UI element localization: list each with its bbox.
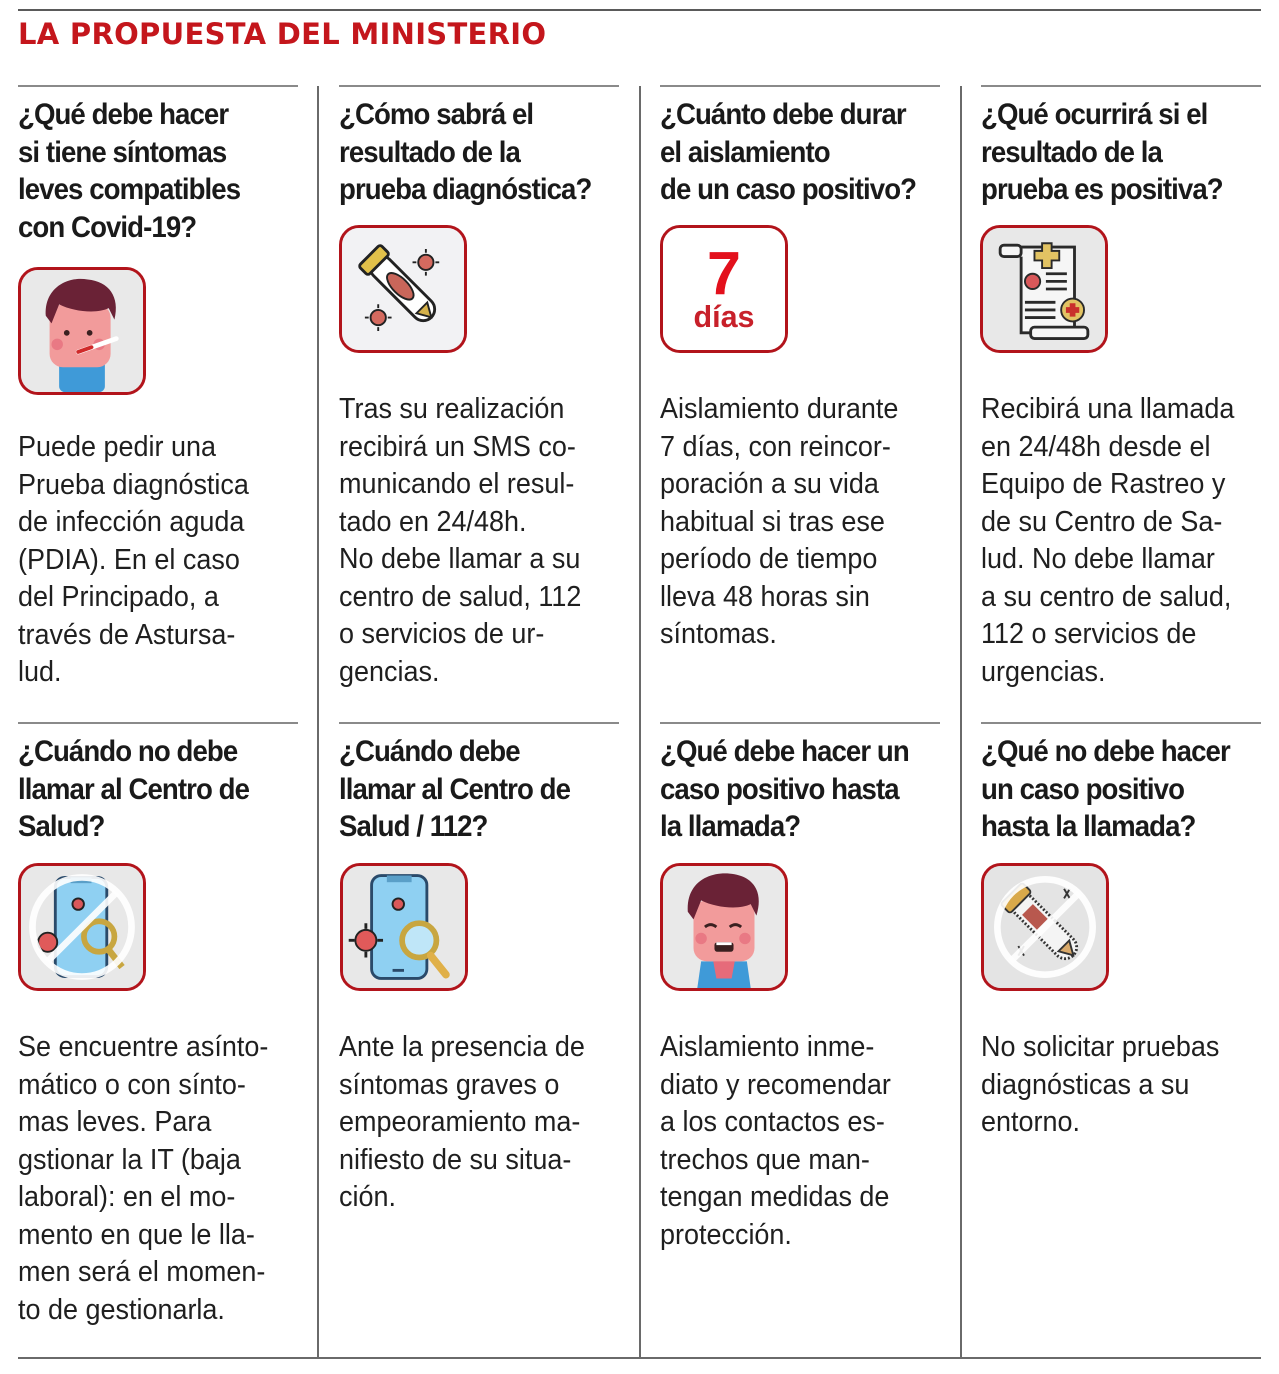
card-rule [339,85,619,87]
card-rule [660,722,940,724]
answer-text: Ante la presencia de síntomas graves o empeoramiento ma- nifiesto de su situa- ción. [339,1031,585,1213]
page-title: LA PROPUESTA DEL MINISTERIO [18,17,547,51]
question: ¿Qué ocurrirá si el resultado de la prueba es positiva? [981,98,1223,206]
answer-text: No solicitar pruebas diagnósticas a su entorno. [981,1031,1220,1138]
question: ¿Qué no debe hacer un caso positivo hasta la llamada? [981,735,1230,843]
faq-card-positive-result [981,85,1261,209]
question: ¿Cuándo no debe llamar al Centro de Salud? [18,735,250,843]
question: ¿Cuándo debe llamar al Centro de Salud / 112? [339,735,571,843]
svg-text:7: 7 [707,239,741,308]
card-rule [981,722,1261,724]
faq-card-positive-avoid [981,722,1261,846]
phone-search-virus-icon [340,863,468,991]
question: ¿Qué debe hacer si tiene síntomas leves compatibles con Covid-19? [18,98,241,244]
card-rule [18,722,298,724]
answer-text: Tras su realización recibirá un SMS co- municando el resul- tado en 24/48h. No debe llamar a su centro de salud, 112 o servicios de ur- gencias. [339,393,582,688]
answer-text: Aislamiento inme- diato y recomendar a los contactos es- trechos que man- tengan medidas de protección. [660,1031,891,1251]
card-rule [660,85,940,87]
column-divider [317,86,319,1359]
faq-card-isolation-duration [660,85,940,209]
svg-text:días: días [693,300,755,335]
sick-person-with-thermometer-icon [18,267,146,395]
question: ¿Cuánto debe durar el aislamiento de un caso positivo? [660,98,917,206]
column-divider [639,86,641,1359]
faq-card-when-call [339,722,619,846]
question: ¿Cómo sabrá el resultado de la prueba diagnóstica? [339,98,592,206]
test-tube-virus-icon [339,225,467,353]
coughing-person-icon [660,863,788,991]
column-divider [960,86,962,1359]
faq-card-positive-before-call [660,722,940,846]
top-rule [18,9,1261,11]
seven-days-icon [660,225,788,353]
question: ¿Qué debe hacer un caso positivo hasta la llamada? [660,735,909,843]
faq-card-when-not-call [18,722,298,846]
no-test-tube-icon [981,863,1109,991]
answer-text: Aislamiento durante 7 días, con reincor- poración a su vida habitual si tras ese período de tiempo lleva 48 horas sin síntomas. [660,393,899,650]
answer-text: Recibirá una llamada en 24/48h desde el Equipo de Rastreo y de su Centro de Sa- lud. No debe llamar a su centro de salud, 112 o servicios de urgencias. [981,393,1235,688]
bottom-rule [18,1357,1261,1359]
no-phone-search-icon [18,863,146,991]
card-rule [981,85,1261,87]
card-rule [18,85,298,87]
medical-report-scroll-icon [980,225,1108,353]
faq-card-symptoms [18,85,298,246]
answer-text: Se encuentre asínto- mático o con sínto- mas leves. Para gstionar la IT (baja laboral): en el mo- mento en que le lla- men será el momen- to de gestionarla. [18,1031,269,1326]
answer-text: Puede pedir una Prueba diagnóstica de infección aguda (PDIA). En el caso del Principado, a través de Astursa- lud. [18,431,249,688]
card-rule [339,722,619,724]
faq-card-test-result [339,85,619,209]
